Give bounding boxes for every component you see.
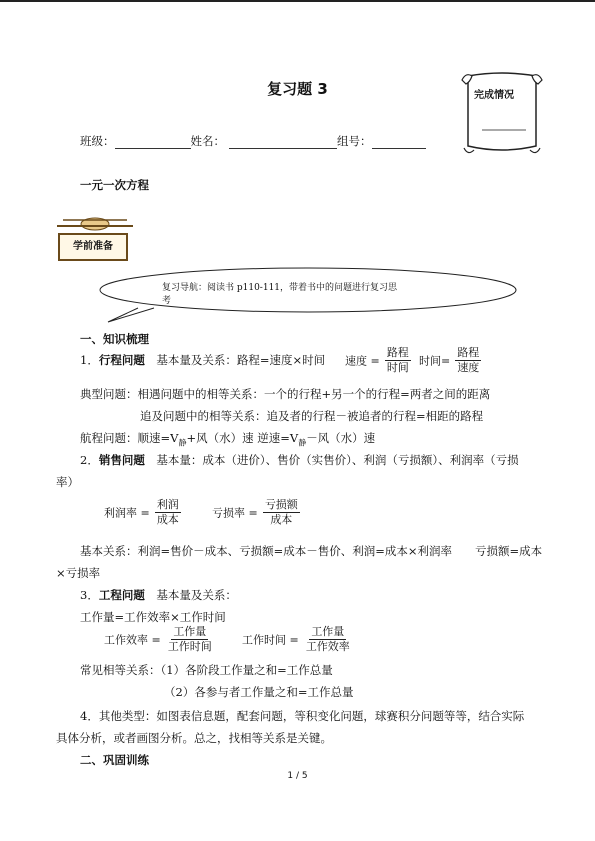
formula-label: 亏损率 =: [212, 506, 258, 520]
numerator: 利润: [156, 498, 179, 511]
other-line2: 具体分析，或者画图分析。总之，找相等关系是关键。: [56, 731, 332, 745]
page-number: 1 / 5: [287, 771, 308, 781]
formula-label: 时间=: [419, 354, 451, 368]
fraction: [166, 625, 214, 654]
bubble-text-line1: 复习导航：阅读书 p110-111，带着书中的问题进行复习思: [162, 283, 398, 293]
formula-label: 速度 =: [345, 354, 380, 368]
fraction: [385, 346, 411, 375]
typical-line2: 追及问题中的相等关系：追及者的行程－被追者的行程=相距的路程: [140, 409, 484, 423]
info-line: [80, 133, 426, 149]
fraction: [263, 498, 300, 527]
item-number: 2．: [80, 453, 99, 467]
denominator: 时间: [386, 361, 409, 374]
profit-rate-formula: [104, 498, 181, 527]
travel-name: 行程问题: [98, 353, 145, 367]
subscript: 静: [178, 438, 187, 448]
speech-bubble-icon: [90, 262, 520, 326]
class-blank[interactable]: [115, 136, 191, 149]
numerator: 工作量: [173, 625, 207, 638]
sales-quantities: 基本量：成本（进价）、售价（实售价）、利润（亏损额）、利润率（亏损: [156, 453, 519, 467]
speed-formula: [345, 346, 411, 375]
bubble-text-line2: 考: [162, 296, 172, 306]
work-line: [80, 587, 237, 603]
stamp-label: 完成情况: [474, 90, 514, 101]
work-formula-line: 工作量=工作效率×工作时间: [80, 610, 226, 624]
work-name: 工程问题: [98, 588, 145, 602]
prep-badge: 学前准备: [58, 233, 128, 261]
denominator: 工作效率: [305, 640, 350, 653]
section-knowledge: 一、知识梳理: [80, 332, 149, 346]
group-label: 组号：: [337, 134, 372, 148]
loss-rate-formula: [212, 498, 300, 527]
fraction: [455, 346, 481, 375]
work-common2: （2）各参与者工作量之和=工作总量: [164, 685, 354, 699]
time-formula: [419, 346, 481, 375]
fraction: [155, 498, 181, 527]
text: －风（水）速: [306, 431, 376, 445]
text: 航程问题：顺速=V: [80, 431, 179, 445]
denominator: 成本: [156, 513, 179, 526]
group-blank[interactable]: [372, 136, 426, 149]
denominator: 工作时间: [167, 640, 212, 653]
efficiency-formula: [104, 625, 214, 654]
work-common1: 常见相等关系：（1）各阶段工作量之和=工作总量: [80, 663, 333, 677]
class-label: 班级：: [80, 134, 115, 148]
formula-label: 工作效率 =: [104, 633, 161, 647]
item-number: 1．: [80, 353, 99, 367]
subscript: 静: [298, 438, 307, 448]
numerator: 工作量: [311, 625, 345, 638]
numerator: 亏损额: [264, 498, 298, 511]
typical-line3: [80, 430, 375, 448]
sales-line-cont: 率）: [56, 475, 79, 489]
numerator: 路程: [457, 346, 480, 359]
sales-line: [80, 452, 519, 468]
work-intro: 基本量及关系：: [156, 588, 237, 602]
numerator: 路程: [386, 346, 409, 359]
formula-label: 工作时间 =: [242, 633, 299, 647]
page-title: 复习题 3: [267, 80, 328, 98]
typical-line1: 典型问题：相遇问题中的相等关系：一个的行程+另一个的行程=两者之间的距离: [80, 387, 491, 401]
travel-relation: 基本量及关系：路程=速度×时间: [156, 353, 326, 367]
text: +风（水）速 逆速=V: [186, 431, 299, 445]
formula-label: 利润率 =: [104, 506, 150, 520]
denominator: 成本: [270, 513, 293, 526]
other-line1: 4．其他类型：如图表信息题，配套问题，等积变化问题，球赛积分问题等等，结合实际: [80, 709, 525, 723]
name-label: 姓名：: [190, 134, 225, 148]
top-rule: [0, 0, 595, 2]
denominator: 速度: [457, 361, 480, 374]
travel-line: [80, 352, 325, 368]
section-heading: 一元一次方程: [80, 178, 149, 192]
sales-relation-cont: ×亏损率: [56, 566, 101, 580]
fraction: [304, 625, 352, 654]
section-practice: 二、巩固训练: [80, 753, 149, 767]
item-number: 3．: [80, 588, 99, 602]
worktime-formula: [242, 625, 352, 654]
scroll-stamp-icon: [456, 68, 548, 160]
name-blank[interactable]: [229, 136, 337, 149]
sales-name: 销售问题: [98, 453, 145, 467]
sales-relation: 基本关系：利润=售价－成本、亏损额=成本－售价、利润=成本×利润率 亏损额=成本: [80, 544, 543, 558]
